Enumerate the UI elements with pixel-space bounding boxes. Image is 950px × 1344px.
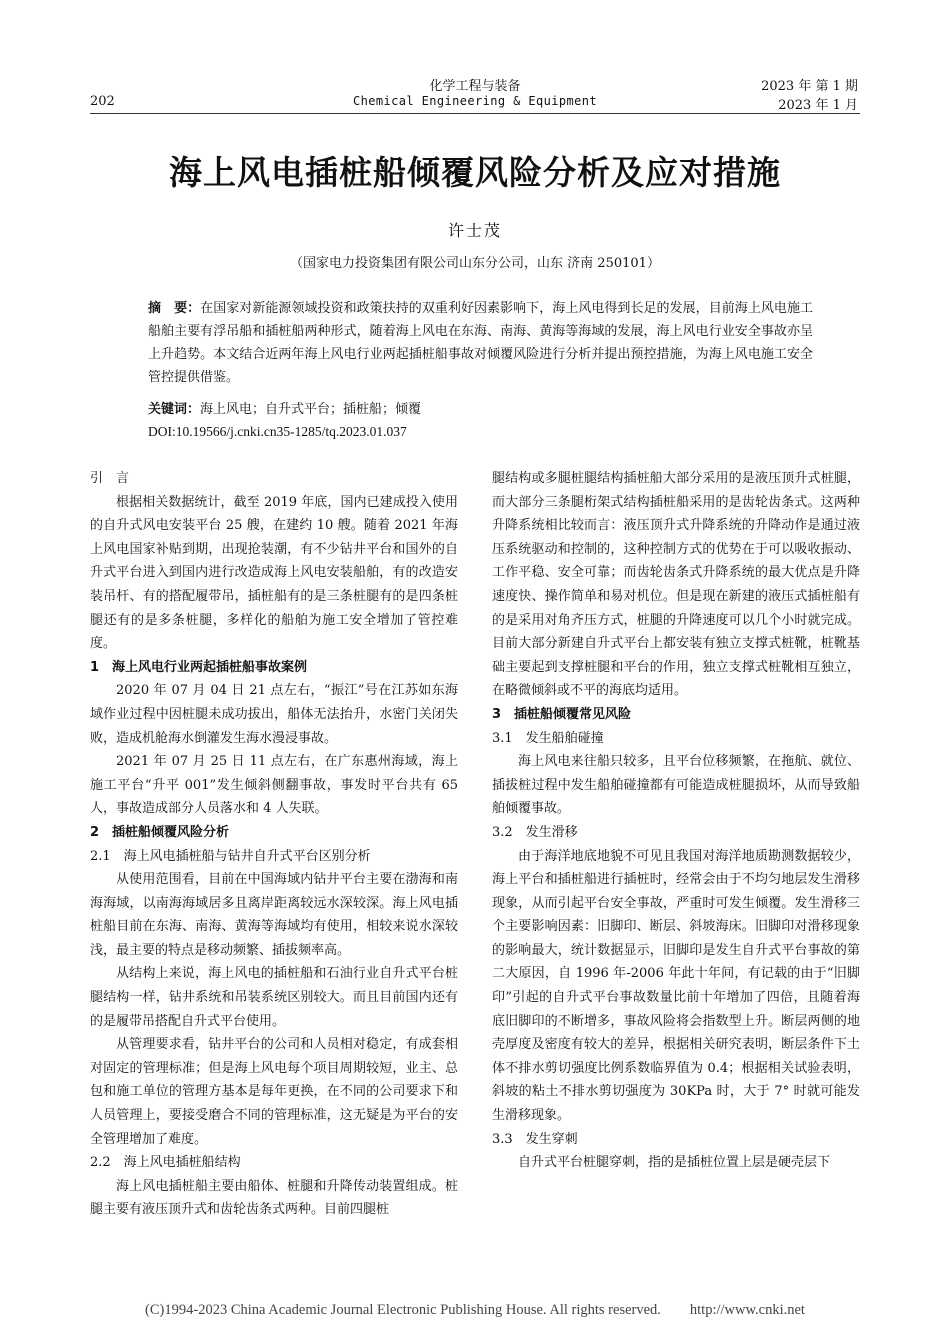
abstract-label: 摘 要： (148, 301, 201, 316)
header-rule (90, 113, 860, 114)
paragraph: 2020 年 07 月 04 日 21 点左右，“振江”号在江苏如东海域作业过程中因桩腿未成功拔出，船体无法抬升，水密门关闭失败，造成机舱海水倒灌发生海水漫浸事故。 (90, 683, 458, 746)
doi: DOI:10.19566/j.cnki.cn35-1285/tq.2023.01.037 (148, 424, 407, 439)
paragraph: 从使用范围看，目前在中国海域内钻井平台主要在渤海和南海海域，以南海海域居多且离岸距离较远水深较深。海上风电插桩船目前在东海、南海、黄海等海域均有使用，相较来说水深较浅，最主要的特点是移动频繁、插拔频率高。 (90, 872, 458, 958)
subsection-heading-3-3: 3.3 发生穿刺 (492, 1131, 578, 1147)
subsection-heading-3-1: 3.1 发生船舶碰撞 (492, 730, 604, 746)
paragraph: 从结构上来说，海上风电的插桩船和石油行业自升式平台桩腿结构一样，钻井系统和吊装系统区别较大。而且目前国内还有的是履带吊搭配自升式平台使用。 (90, 966, 458, 1029)
left-column (90, 467, 458, 1222)
paragraph: 从管理要求看，钻井平台的公司和人员相对稳定，有成套相对固定的管理标准；但是海上风电每个项目周期较短，业主、总包和施工单位的管理方基本是每年更换，在不同的公司要求下和人员管理上，要接受磨合不同的管理标准，这无疑是为平台的安全管理增加了难度。 (90, 1037, 458, 1147)
paragraph: 2021 年 07 月 25 日 11 点左右，在广东惠州海域，海上施工平台“升平 001”发生倾斜侧翻事故，事发时平台共有 65 人，事故造成部分人员落水和 4 人失联。 (90, 754, 458, 817)
section-heading-3: 3 插桩船倾覆常见风险 (492, 706, 632, 722)
subsection-heading-2-2: 2.2 海上风电插桩船结构 (90, 1155, 241, 1171)
copyright-footer: (C)1994-2023 China Academic Journal Electronic Publishing House. All rights reserved. http://www.cnki.net (145, 1302, 805, 1318)
keywords (148, 398, 421, 421)
journal-name-en: Chemical Engineering & Equipment (353, 94, 597, 108)
abstract (148, 297, 813, 389)
section-heading-1: 1 海上风电行业两起插桩船事故案例 (90, 659, 308, 675)
paragraph: 海上风电来往船只较多，且平台位移频繁，在拖航、就位、插拔桩过程中发生船舶碰撞都有可能造成桩腿损坏，从而导致船舶倾覆事故。 (492, 754, 860, 817)
abstract-text: 在国家对新能源领域投资和政策扶持的双重利好因素影响下，海上风电得到长足的发展，目前海上风电施工船舶主要有浮吊船和插桩船两种形式，随着海上风电在东海、南海、黄海等海域的发展，海上风电行业安全事故亦呈上升趋势。本文结合近两年海上风电行业两起插桩船事故对倾覆风险进行分析并提出预控措施，为海上风电施工安全管控提供借鉴。 (148, 301, 813, 385)
paragraph-continued: 腿结构或多腿桩腿结构插桩船大部分采用的是液压顶升式桩腿，而大部分三条腿桁架式结构插桩船采用的是齿轮齿条式。这两种升降系统相比较而言：液压顶升式升降系统的升降动作是通过液压系统驱动和控制的，这种控制方式的优势在于可以吸收振动、工作平稳、安全可靠；而齿轮齿条式升降系统的最大优点是升降速度快、操作简单和易对机位。但是现在新建的液压式插桩船有的是采用对角齐压方式，桩腿的升降速度可以几个小时就完成。目前大部分新建自升式平台上都安装有独立支撑式桩靴，桩靴基础主要起到支撑桩腿和平台的作用，独立支撑式桩靴相互独立，在略微倾斜或不平的海底均适用。 (492, 471, 860, 699)
journal-date: 2023 年 1 月 (778, 98, 858, 113)
paragraph: 根据相关数据统计，截至 2019 年底，国内已建成投入使用的自升式风电安装平台 25 艘，在建约 10 艘。随着 2021 年海上风电国家补贴到期，出现抢装潮，有不少钻井平台和国外的自升式平台进入到国内进行改造成海上风电安装船舶，有的改造安装吊杆、有的搭配履带吊，插桩船有的是三条桩腿有的是四条桩腿还有的是多条桩腿，多样化的船舶为施工安全增加了管控难度。 (90, 494, 458, 652)
paper-title: 海上风电插桩船倾覆风险分析及应对措施 (169, 153, 781, 192)
paragraph: 自升式平台桩腿穿刺，指的是插桩位置上层是硬壳层下 (518, 1155, 831, 1171)
paragraph: 海上风电插桩船主要由船体、桩腿和升降传动装置组成。桩腿主要有液压顶升式和齿轮齿条式两种。目前四腿桩 (90, 1178, 458, 1218)
journal-issue: 2023 年 第 1 期 (761, 79, 858, 94)
author: 许士茂 (447, 221, 502, 240)
subsection-heading-3-2: 3.2 发生滑移 (492, 824, 578, 840)
right-column (492, 467, 860, 1175)
keywords-text: 海上风电；自升式平台；插桩船；倾覆 (200, 402, 422, 417)
paragraph: 由于海洋地底地貌不可见且我国对海洋地质勘测数据较少，海上平台和插桩船进行插桩时，经常会由于不均匀地层发生滑移现象，从而引起平台安全事故，严重时可发生倾覆。发生滑移三个主要影响因素：旧脚印、断层、斜坡海床。旧脚印对滑移现象的影响最大，统计数据显示，旧脚印是发生自升式平台事故的第二大原因，自 1996 年-2006 年此十年间，有记载的由于“旧脚印”引起的自升式平台事故数量比前十年增加了四倍，且随着海底旧脚印的不断增多，事故风险将会指数型上升。断层两侧的地壳厚度及密度有较大的差异，根据相关研究表明，断层条件下土体不排水剪切强度比例系数临界值为 0.4；根据相关试验表明，斜坡的粘土不排水剪切强度为 30KPa 时，大于 7° 时就可能发生滑移现象。 (492, 848, 860, 1124)
subsection-heading-2-1: 2.1 海上风电插桩船与钻井自升式平台区别分析 (90, 848, 371, 864)
journal-name-cn: 化学工程与装备 (429, 79, 521, 94)
affiliation: （国家电力投资集团有限公司山东分公司，山东 济南 250101） (290, 256, 660, 271)
page-number: 202 (90, 94, 115, 109)
section-heading-2: 2 插桩船倾覆风险分析 (90, 824, 230, 840)
section-heading-intro: 引 言 (90, 471, 130, 486)
keywords-label: 关键词： (148, 402, 201, 417)
